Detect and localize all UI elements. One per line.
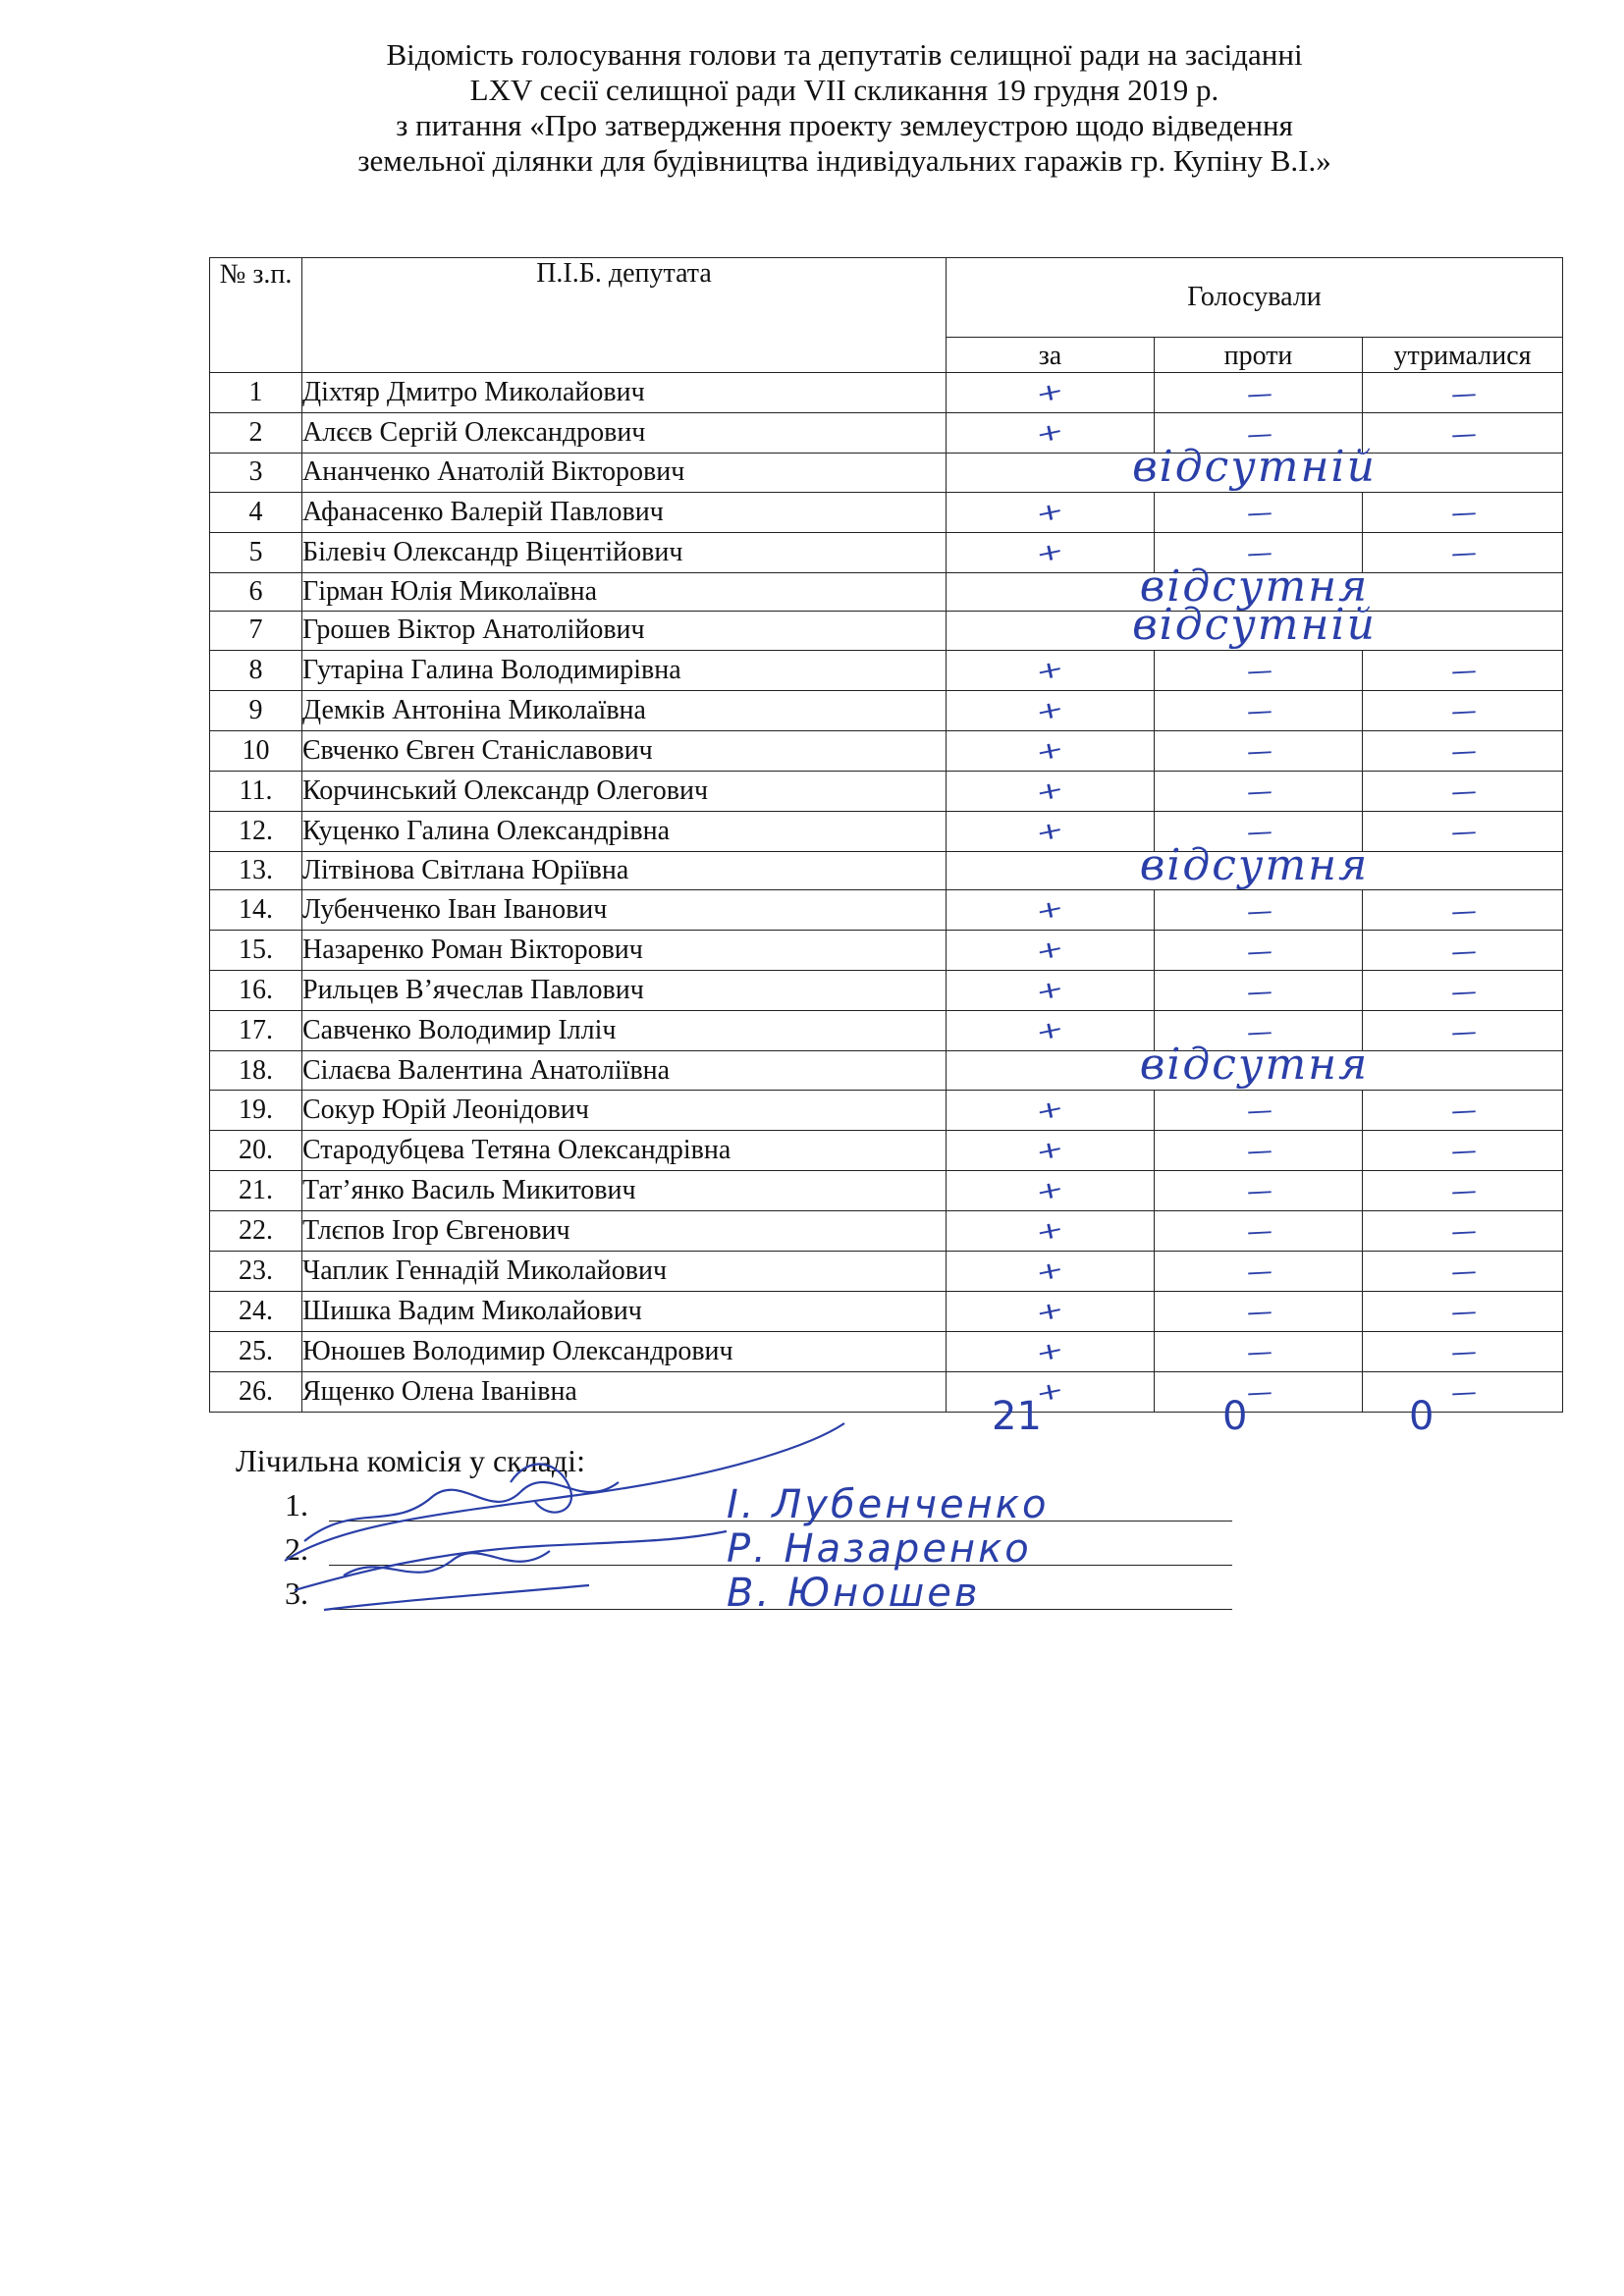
vote-against-cell <box>1155 1291 1363 1331</box>
dash-mark: — <box>1449 418 1476 451</box>
vote-for-cell <box>947 1090 1155 1130</box>
dash-mark: — <box>1449 1216 1476 1249</box>
deputy-name: Алєєв Сергій Олександрович <box>302 413 947 454</box>
plus-mark: + <box>1033 376 1067 409</box>
row-number: 15. <box>210 931 302 971</box>
table-row <box>210 730 1563 771</box>
dash-mark: — <box>1245 736 1272 768</box>
vote-abstained-cell <box>1363 1291 1563 1331</box>
table-row <box>210 650 1563 690</box>
dash-mark: — <box>1449 1176 1476 1208</box>
plus-mark: + <box>1033 934 1067 968</box>
vote-abstained-cell <box>1363 730 1563 771</box>
plus-mark: + <box>1033 654 1067 687</box>
signature-stroke <box>324 1585 589 1610</box>
dash-mark: — <box>1245 656 1272 687</box>
plus-mark: + <box>1033 1094 1067 1127</box>
vote-abstained-cell <box>1363 931 1563 971</box>
dash-mark: — <box>1245 1017 1272 1048</box>
deputy-name: Чаплик Геннадій Миколайович <box>302 1251 947 1291</box>
dash-mark: — <box>1245 1216 1272 1249</box>
member-signed-name: Р. Назаренко <box>727 1526 1032 1572</box>
vote-for-cell <box>947 650 1155 690</box>
row-number: 17. <box>210 1011 302 1051</box>
absent-note: відсутній <box>1132 600 1377 651</box>
table-row <box>210 971 1563 1011</box>
row-number: 8 <box>210 650 302 690</box>
vote-for-cell <box>947 492 1155 532</box>
row-number: 3 <box>210 454 302 493</box>
absent-note: відсутній <box>1132 442 1377 492</box>
vote-abstained-cell <box>1363 890 1563 931</box>
deputy-name: Діхтяр Дмитро Миколайович <box>302 373 947 413</box>
member-signed-name: І. Лубенченко <box>727 1482 1050 1527</box>
handwritten-signatures <box>265 1404 854 1629</box>
header-abstained: утрималися <box>1363 338 1563 373</box>
vote-against-cell <box>1155 690 1363 730</box>
member-number: 2. <box>285 1531 308 1567</box>
title-line-4: земельної ділянки для будівництва індивідуальних гаражів гр. Купіну В.І.» <box>357 143 1331 178</box>
deputy-name: Сілаєва Валентина Анатоліївна <box>302 1051 947 1091</box>
vote-for-cell <box>947 971 1155 1011</box>
title-line-2: LXV сесії селищної ради VII скликання 19 грудня 2019 р. <box>469 73 1219 107</box>
row-number: 19. <box>210 1090 302 1130</box>
row-number: 6 <box>210 572 302 612</box>
header-for: за <box>947 338 1155 373</box>
dash-mark: — <box>1245 1377 1272 1410</box>
title-line-1: Відомість голосування голови та депутатів селищної ради на засіданні <box>386 37 1303 72</box>
vote-for-cell <box>947 1371 1155 1412</box>
plus-mark: + <box>1033 1174 1067 1207</box>
vote-against-cell <box>1155 492 1363 532</box>
vote-for-cell <box>947 1331 1155 1371</box>
dash-mark: — <box>1449 896 1476 928</box>
vote-for-cell <box>947 890 1155 931</box>
table-row <box>210 931 1563 971</box>
member-number: 1. <box>285 1487 308 1522</box>
row-number: 12. <box>210 811 302 851</box>
deputy-name: Тлєпов Ігор Євгенович <box>302 1210 947 1251</box>
dash-mark: — <box>1245 696 1272 727</box>
plus-mark: + <box>1033 1375 1067 1409</box>
vote-abstained-cell <box>1363 650 1563 690</box>
dash-mark: — <box>1449 1377 1476 1410</box>
deputy-name: Тат’янко Василь Микитович <box>302 1170 947 1210</box>
table-row <box>210 1130 1563 1170</box>
absent-note-cell <box>947 442 1563 493</box>
dash-mark: — <box>1449 1095 1476 1128</box>
row-number: 21. <box>210 1170 302 1210</box>
dash-mark: — <box>1245 1095 1272 1128</box>
total-abstained: 0 <box>1409 1394 1435 1439</box>
row-number: 7 <box>210 612 302 651</box>
deputy-name: Куценко Галина Олександрівна <box>302 811 947 851</box>
plus-mark: + <box>1033 1214 1067 1248</box>
vote-for-cell <box>947 771 1155 811</box>
vote-abstained-cell <box>1363 771 1563 811</box>
row-number: 22. <box>210 1210 302 1251</box>
total-against: 0 <box>1222 1394 1248 1439</box>
table-row <box>210 1331 1563 1371</box>
deputy-name: Савченко Володимир Ілліч <box>302 1011 947 1051</box>
deputy-name: Євченко Євген Станіславович <box>302 730 947 771</box>
member-signed-name: В. Юношев <box>727 1571 981 1616</box>
plus-mark: + <box>1033 1014 1067 1048</box>
row-number: 14. <box>210 890 302 931</box>
vote-against-cell <box>1155 890 1363 931</box>
deputy-name: Юношев Володимир Олександрович <box>302 1331 947 1371</box>
vote-abstained-cell <box>1363 971 1563 1011</box>
row-number: 9 <box>210 690 302 730</box>
plus-mark: + <box>1033 734 1067 768</box>
member-number: 3. <box>285 1575 308 1611</box>
dash-mark: — <box>1449 498 1476 529</box>
plus-mark: + <box>1033 535 1067 569</box>
dash-mark: — <box>1245 418 1272 451</box>
plus-mark: + <box>1033 1134 1067 1167</box>
vote-abstained-cell <box>1363 373 1563 413</box>
vote-abstained-cell <box>1363 1331 1563 1371</box>
dash-mark: — <box>1449 817 1476 848</box>
absent-note-cell <box>947 1040 1563 1091</box>
vote-against-cell <box>1155 1130 1363 1170</box>
vote-abstained-cell <box>1363 1170 1563 1210</box>
vote-abstained-cell <box>1363 1090 1563 1130</box>
vote-abstained-cell <box>1363 492 1563 532</box>
table-row <box>210 690 1563 730</box>
vote-for-cell <box>947 1251 1155 1291</box>
total-for: 21 <box>992 1394 1042 1439</box>
row-number: 11. <box>210 771 302 811</box>
row-number: 1 <box>210 373 302 413</box>
absent-note: відсутня <box>1139 561 1370 612</box>
plus-mark: + <box>1033 1335 1067 1368</box>
table-row <box>210 454 1563 493</box>
deputy-name: Гірман Юлія Миколаївна <box>302 572 947 612</box>
dash-mark: — <box>1245 817 1272 848</box>
deputy-name: Білевіч Олександр Віцентійович <box>302 532 947 572</box>
deputy-name: Афанасенко Валерій Павлович <box>302 492 947 532</box>
table-row <box>210 1090 1563 1130</box>
plus-mark: + <box>1033 893 1067 928</box>
dash-mark: — <box>1245 1136 1272 1168</box>
dash-mark: — <box>1449 1256 1476 1289</box>
header-number: № з.п. <box>210 258 302 373</box>
vote-abstained-cell <box>1363 1251 1563 1291</box>
table-row <box>210 1051 1563 1091</box>
deputy-name: Грошев Віктор Анатолійович <box>302 612 947 651</box>
row-number: 18. <box>210 1051 302 1091</box>
table-row <box>210 1210 1563 1251</box>
vote-against-cell <box>1155 730 1363 771</box>
row-number: 13. <box>210 851 302 890</box>
dash-mark: — <box>1449 656 1476 687</box>
dash-mark: — <box>1245 1337 1272 1369</box>
vote-against-cell <box>1155 1090 1363 1130</box>
dash-mark: — <box>1245 498 1272 529</box>
vote-against-cell <box>1155 1251 1363 1291</box>
vote-abstained-cell <box>1363 1130 1563 1170</box>
deputy-name: Стародубцева Тетяна Олександрівна <box>302 1130 947 1170</box>
vote-against-cell <box>1155 650 1363 690</box>
signature-stroke <box>285 1423 844 1561</box>
vote-for-cell <box>947 690 1155 730</box>
deputy-name: Літвінова Світлана Юріївна <box>302 851 947 890</box>
vote-for-cell <box>947 1130 1155 1170</box>
vote-abstained-cell <box>1363 1371 1563 1412</box>
voting-table <box>209 257 1563 1413</box>
table-body <box>210 373 1563 1413</box>
row-number: 2 <box>210 413 302 454</box>
absent-note: відсутня <box>1139 839 1370 890</box>
dash-mark: — <box>1245 977 1272 1008</box>
plus-mark: + <box>1033 416 1067 450</box>
header-name: П.І.Б. депутата <box>302 258 947 373</box>
table-row <box>210 612 1563 651</box>
row-number: 10 <box>210 730 302 771</box>
vote-against-cell <box>1155 971 1363 1011</box>
vote-abstained-cell <box>1363 1210 1563 1251</box>
vote-for-cell <box>947 1210 1155 1251</box>
absent-note: відсутня <box>1139 1040 1370 1091</box>
signature-stroke <box>511 1464 571 1512</box>
dash-mark: — <box>1449 538 1476 569</box>
dash-mark: — <box>1245 1256 1272 1289</box>
vote-abstained-cell <box>1363 690 1563 730</box>
dash-mark: — <box>1449 1337 1476 1369</box>
vote-against-cell <box>1155 1170 1363 1210</box>
commission-label: Лічильна комісія у складі: <box>236 1443 585 1478</box>
vote-for-cell <box>947 373 1155 413</box>
table-row <box>210 1170 1563 1210</box>
header-voted: Голосували <box>947 258 1563 338</box>
vote-for-cell <box>947 931 1155 971</box>
dash-mark: — <box>1245 378 1272 410</box>
deputy-name: Шишка Вадим Миколайович <box>302 1291 947 1331</box>
deputy-name: Лубенченко Іван Іванович <box>302 890 947 931</box>
title-line-3: з питання «Про затвердження проекту землеустрою щодо відведення <box>396 108 1293 142</box>
deputy-name: Корчинський Олександр Олегович <box>302 771 947 811</box>
row-number: 26. <box>210 1371 302 1412</box>
absent-note-cell <box>947 600 1563 651</box>
vote-against-cell <box>1155 771 1363 811</box>
plus-mark: + <box>1033 495 1067 529</box>
table-row <box>210 1251 1563 1291</box>
deputy-name: Назаренко Роман Вікторович <box>302 931 947 971</box>
dash-mark: — <box>1245 896 1272 928</box>
dash-mark: — <box>1245 936 1272 968</box>
vote-against-cell <box>1155 931 1363 971</box>
absent-note-cell <box>947 839 1563 890</box>
row-number: 20. <box>210 1130 302 1170</box>
vote-against-cell <box>1155 1210 1363 1251</box>
dash-mark: — <box>1449 696 1476 727</box>
dash-mark: — <box>1449 776 1476 808</box>
dash-mark: — <box>1449 378 1476 410</box>
header-against: проти <box>1155 338 1363 373</box>
row-number: 16. <box>210 971 302 1011</box>
dash-mark: — <box>1449 977 1476 1008</box>
vote-for-cell <box>947 730 1155 771</box>
table-row <box>210 771 1563 811</box>
dash-mark: — <box>1245 538 1272 569</box>
deputy-name: Рильцев В’ячеслав Павлович <box>302 971 947 1011</box>
deputy-name: Гутаріна Галина Володимирівна <box>302 650 947 690</box>
table-row <box>210 492 1563 532</box>
table-row <box>210 373 1563 413</box>
vote-for-cell <box>947 1291 1155 1331</box>
dash-mark: — <box>1245 1297 1272 1329</box>
dash-mark: — <box>1449 936 1476 968</box>
dash-mark: — <box>1245 1176 1272 1208</box>
plus-mark: + <box>1033 974 1067 1008</box>
table-row <box>210 890 1563 931</box>
row-number: 4 <box>210 492 302 532</box>
plus-mark: + <box>1033 694 1067 727</box>
dash-mark: — <box>1449 1017 1476 1048</box>
vote-against-cell <box>1155 1371 1363 1412</box>
plus-mark: + <box>1033 1255 1067 1288</box>
vote-for-cell <box>947 1170 1155 1210</box>
row-number: 25. <box>210 1331 302 1371</box>
deputy-name: Демків Антоніна Миколаївна <box>302 690 947 730</box>
dash-mark: — <box>1245 776 1272 808</box>
row-number: 5 <box>210 532 302 572</box>
vote-against-cell <box>1155 373 1363 413</box>
deputy-name: Ананченко Анатолій Вікторович <box>302 454 947 493</box>
deputy-name: Сокур Юрій Леонідович <box>302 1090 947 1130</box>
table-row <box>210 1291 1563 1331</box>
table-row <box>210 851 1563 890</box>
dash-mark: — <box>1449 1136 1476 1168</box>
row-number: 23. <box>210 1251 302 1291</box>
dash-mark: — <box>1449 1297 1476 1329</box>
deputy-name: Ященко Олена Іванівна <box>302 1371 947 1412</box>
plus-mark: + <box>1033 1295 1067 1328</box>
row-number: 24. <box>210 1291 302 1331</box>
plus-mark: + <box>1033 774 1067 808</box>
document-title <box>167 37 1522 179</box>
dash-mark: — <box>1449 736 1476 768</box>
vote-against-cell <box>1155 1331 1363 1371</box>
plus-mark: + <box>1033 815 1067 848</box>
